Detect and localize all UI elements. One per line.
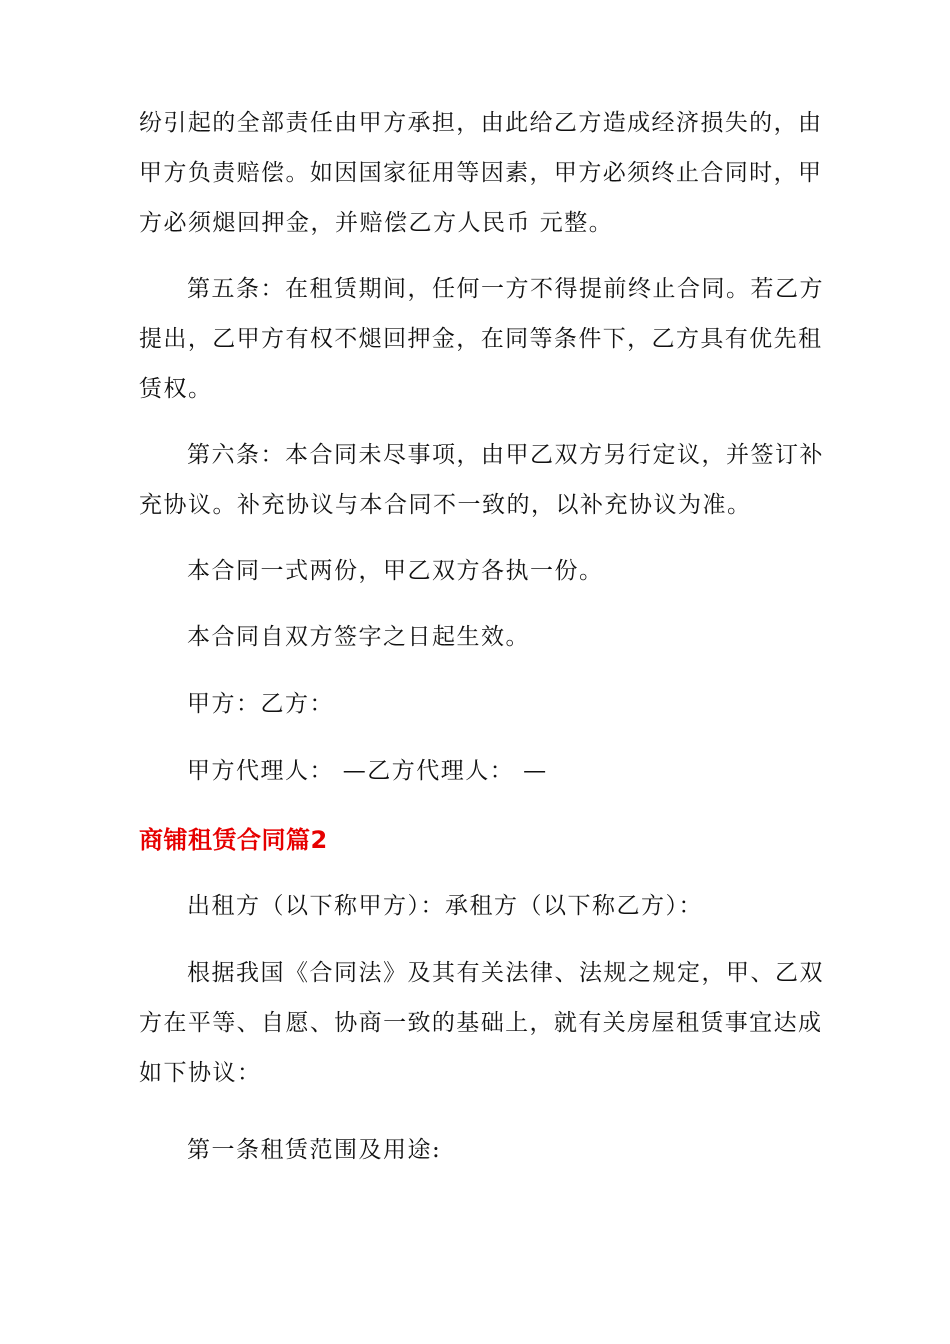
article-5-line-3: 赁权。 (139, 376, 213, 402)
article-1-title: 第一条租赁范围及用途: (187, 1137, 442, 1163)
basis-line-2: 方在平等、自愿、协商一致的基础上，就有关房屋租赁事宜达成 (139, 1010, 821, 1036)
article-6-line-2: 充协议。补充协议与本合同不一致的，以补充协议为准。 (139, 492, 752, 518)
effective-clause: 本合同自双方签字之日起生效。 (187, 624, 530, 650)
article-5-line-1: 第五条：在租赁期间，任何一方不得提前终止合同。若乙方 (187, 276, 824, 302)
intro-line-2: 甲方负责赔偿。如因国家征用等因素，甲方必须终止合同时，甲 (139, 160, 821, 186)
basis-line-3: 如下协议： (139, 1060, 262, 1086)
article-5-line-2: 提出，乙甲方有权不煺回押金，在同等条件下，乙方具有优先租 (139, 326, 821, 352)
copies-clause: 本合同一式两份，甲乙双方各执一份。 (187, 558, 604, 584)
intro-line-3: 方必须煺回押金，并赔偿乙方人民币 元整。 (139, 210, 614, 236)
parties-signature-line: 甲方：乙方： (187, 691, 334, 717)
article-6-line-1: 第六条：本合同未尽事项，由甲乙双方另行定议，并签订补 (187, 442, 824, 468)
agents-signature-line: 甲方代理人： —乙方代理人： — (187, 758, 548, 784)
section-2-heading: 商铺租赁合同篇2 (139, 826, 328, 854)
basis-line-1: 根据我国《合同法》及其有关法律、法规之规定，甲、乙双 (187, 960, 824, 986)
intro-line-1: 纷引起的全部责任由甲方承担，由此给乙方造成经济损失的，由 (139, 110, 821, 136)
lessor-lessee-line: 出租方（以下称甲方）：承租方（以下称乙方）： (187, 893, 703, 919)
